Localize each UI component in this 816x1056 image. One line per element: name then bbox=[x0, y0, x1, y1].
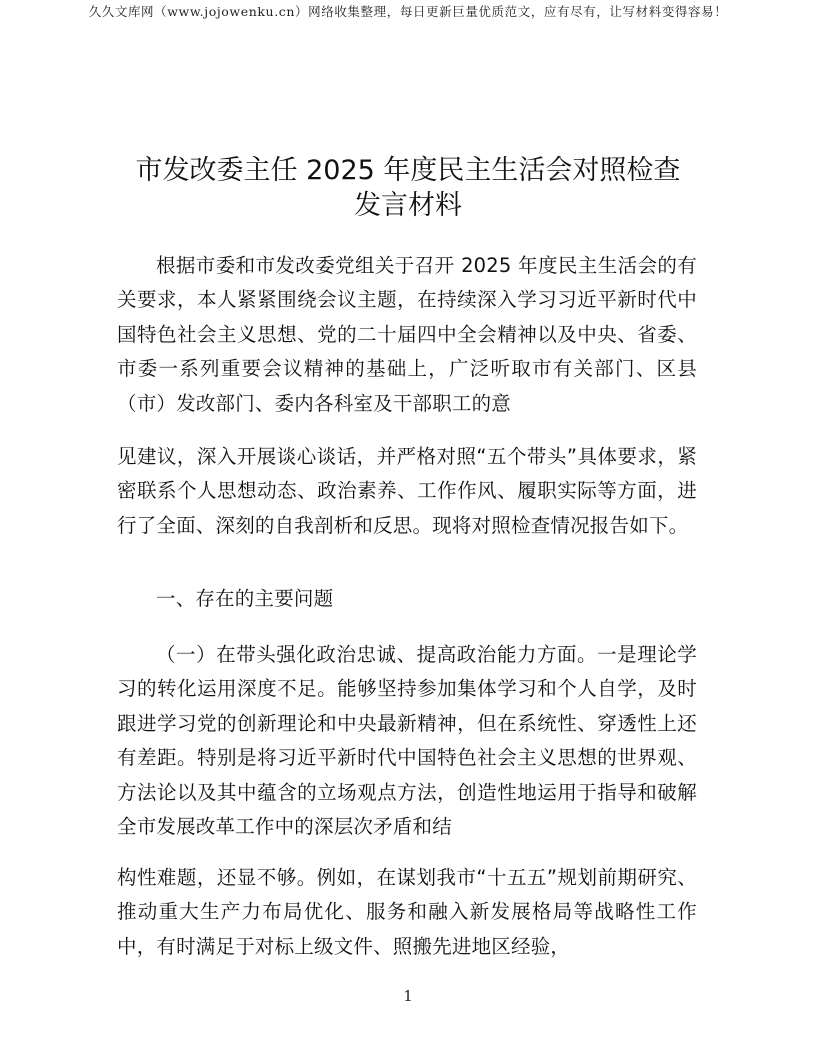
document-title-line-2: 发言材料 bbox=[354, 190, 462, 221]
paragraph-problem-1-continued: 构性难题，还显不够。例如，在谋划我市“十五五”规划前期研究、推动重大生产力布局优化、服务和融入新发展格局等战略性工作中，有时满足于对标上级文件、照搬先进地区经验， bbox=[117, 866, 697, 958]
page-number: 1 bbox=[403, 987, 413, 1005]
section-heading: 一、存在的主要问题 bbox=[156, 587, 334, 610]
paragraph-intro-continued: 见建议，深入开展谈心谈话，并严格对照“五个带头”具体要求，紧密联系个人思想动态、政治素养、工作作风、履职实际等方面，进行了全面、深刻的自我剖析和反思。现将对照检查情况报告如下。 bbox=[117, 445, 697, 537]
paragraph-intro: 根据市委和市发改委党组关于召开 2025 年度民主生活会的有关要求，本人紧紧围绕会议主题，在持续深入学习习近平新时代中国特色社会主义思想、党的二十届四中全会精神以及中央、省委、市委一系列重要会议精神的基础上，广泛听取市有关部门、区县（市）发改部门、委内各科室及干部职工的意 bbox=[117, 254, 697, 415]
document-title-line-1: 市发改委主任 2025 年度民主生活会对照检查 bbox=[135, 155, 681, 186]
site-banner: 久久文库网（www.jojowenku.cn）网络收集整理，每日更新巨量优质范文，应有尽有，让写材料变得容易！ bbox=[88, 4, 728, 19]
paragraph-problem-1: （一）在带头强化政治忠诚、提高政治能力方面。一是理论学习的转化运用深度不足。能够坚持参加集体学习和个人自学，及时跟进学习党的创新理论和中央最新精神，但在系统性、穿透性上还有差距。特别是将习近平新时代中国特色社会主义思想的世界观、方法论以及其中蕴含的立场观点方法，创造性地运用于指导和破解全市发展改革工作中的深层次矛盾和结 bbox=[117, 643, 697, 839]
